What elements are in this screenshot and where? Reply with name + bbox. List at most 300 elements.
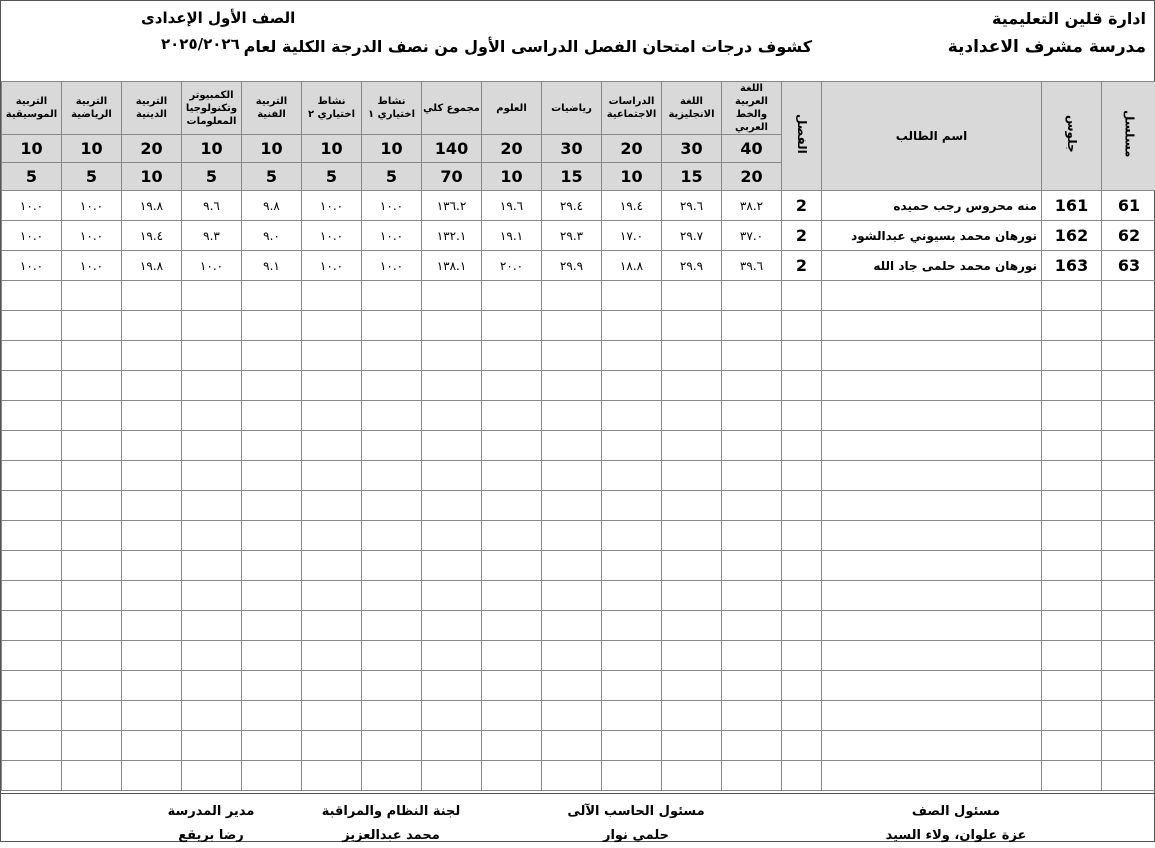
empty-cell	[2, 551, 62, 581]
empty-cell	[242, 611, 302, 641]
empty-cell	[62, 731, 122, 761]
empty-cell	[362, 281, 422, 311]
empty-cell	[242, 311, 302, 341]
empty-cell	[122, 461, 182, 491]
empty-cell	[662, 641, 722, 671]
empty-cell	[242, 761, 302, 791]
empty-cell	[482, 311, 542, 341]
empty-cell	[602, 431, 662, 461]
empty-cell	[662, 701, 722, 731]
empty-cell	[422, 731, 482, 761]
empty-cell	[422, 611, 482, 641]
empty-cell	[482, 461, 542, 491]
empty-cell	[302, 491, 362, 521]
empty-cell	[662, 311, 722, 341]
subject-max-score: 10	[62, 135, 122, 163]
subject-header: التربية الدينية	[122, 82, 182, 135]
empty-cell	[362, 461, 422, 491]
page-title: كشوف درجات امتحان الفصل الدراسى الأول من نصف الدرجة الكلية لعام	[244, 37, 812, 56]
empty-cell	[602, 611, 662, 641]
empty-cell	[782, 641, 822, 671]
empty-cell	[1042, 671, 1102, 701]
empty-row	[2, 671, 1155, 701]
empty-cell	[122, 341, 182, 371]
empty-cell	[182, 461, 242, 491]
empty-cell	[482, 341, 542, 371]
empty-cell	[182, 581, 242, 611]
grade-label: الصف الأول الإعدادى	[141, 9, 295, 27]
empty-cell	[542, 341, 602, 371]
empty-cell	[242, 671, 302, 701]
empty-cell	[662, 761, 722, 791]
empty-cell	[722, 761, 782, 791]
score-cell: ١٠.٠	[2, 221, 62, 251]
empty-cell	[302, 671, 362, 701]
subject-header: اللغة الانجليزية	[662, 82, 722, 135]
score-cell: ٢٠.٠	[482, 251, 542, 281]
score-cell: ١٠.٠	[302, 191, 362, 221]
empty-cell	[362, 671, 422, 701]
empty-cell	[122, 641, 182, 671]
empty-cell	[242, 581, 302, 611]
seat-header-label: جلوس	[1065, 115, 1078, 153]
empty-cell	[362, 611, 422, 641]
empty-cell	[182, 371, 242, 401]
empty-cell	[2, 281, 62, 311]
table-row	[2, 251, 1155, 281]
subject-half-score: 15	[662, 163, 722, 191]
empty-cell	[422, 701, 482, 731]
empty-cell	[662, 671, 722, 701]
empty-cell	[542, 311, 602, 341]
empty-cell	[242, 281, 302, 311]
empty-cell	[1042, 311, 1102, 341]
empty-cell	[62, 281, 122, 311]
empty-cell	[542, 641, 602, 671]
empty-cell	[62, 401, 122, 431]
subject-half-score: 10	[122, 163, 182, 191]
class-cell: 2	[782, 191, 822, 221]
empty-cell	[1102, 491, 1155, 521]
empty-cell	[822, 461, 1042, 491]
subject-header: الكمبيوتر وتكنولوجيا المعلومات	[182, 82, 242, 135]
empty-cell	[602, 641, 662, 671]
subject-max-score: 140	[422, 135, 482, 163]
empty-cell	[822, 431, 1042, 461]
empty-cell	[242, 551, 302, 581]
empty-cell	[662, 431, 722, 461]
serial-cell: 62	[1102, 221, 1155, 251]
empty-cell	[2, 641, 62, 671]
seat-cell: 163	[1042, 251, 1102, 281]
empty-cell	[722, 491, 782, 521]
subject-max-score: 10	[242, 135, 302, 163]
empty-cell	[822, 371, 1042, 401]
empty-cell	[542, 431, 602, 461]
score-cell: ١٠.٠	[2, 251, 62, 281]
empty-row	[2, 371, 1155, 401]
empty-cell	[362, 431, 422, 461]
empty-cell	[122, 671, 182, 701]
empty-row	[2, 281, 1155, 311]
empty-cell	[422, 281, 482, 311]
subject-half-score: 5	[62, 163, 122, 191]
empty-cell	[602, 761, 662, 791]
academic-year: ٢٠٢٥/٢٠٢٦	[161, 35, 240, 53]
empty-cell	[2, 521, 62, 551]
signature-footer	[1, 793, 1155, 844]
empty-cell	[602, 491, 662, 521]
empty-cell	[302, 701, 362, 731]
empty-cell	[302, 461, 362, 491]
empty-cell	[542, 671, 602, 701]
empty-cell	[422, 551, 482, 581]
empty-cell	[782, 341, 822, 371]
empty-cell	[482, 701, 542, 731]
empty-cell	[122, 491, 182, 521]
empty-cell	[302, 761, 362, 791]
empty-cell	[62, 371, 122, 401]
empty-cell	[1042, 401, 1102, 431]
empty-cell	[362, 491, 422, 521]
empty-cell	[722, 431, 782, 461]
empty-cell	[782, 461, 822, 491]
empty-cell	[422, 371, 482, 401]
school-name: مدرسة مشرف الاعدادية	[948, 37, 1146, 57]
empty-cell	[1042, 341, 1102, 371]
subject-header: اللغة العربية والخط العربي	[722, 82, 782, 135]
score-cell: ١٨.٨	[602, 251, 662, 281]
serial-header-label: مسلسل	[1123, 110, 1136, 157]
serial-header	[1102, 82, 1155, 191]
student-name-cell: نورهان محمد حلمى جاد الله	[822, 251, 1042, 281]
empty-cell	[662, 341, 722, 371]
empty-cell	[822, 341, 1042, 371]
score-cell: ١٩.٨	[122, 191, 182, 221]
empty-cell	[722, 641, 782, 671]
empty-cell	[722, 581, 782, 611]
empty-row	[2, 641, 1155, 671]
empty-cell	[722, 461, 782, 491]
empty-cell	[182, 551, 242, 581]
empty-cell	[1042, 281, 1102, 311]
empty-cell	[362, 401, 422, 431]
empty-row	[2, 311, 1155, 341]
empty-cell	[822, 551, 1042, 581]
empty-cell	[242, 341, 302, 371]
empty-cell	[542, 461, 602, 491]
empty-cell	[302, 401, 362, 431]
subject-half-score: 70	[422, 163, 482, 191]
empty-cell	[122, 551, 182, 581]
empty-cell	[822, 701, 1042, 731]
empty-cell	[662, 281, 722, 311]
score-cell: ٢٩.٦	[662, 191, 722, 221]
empty-cell	[542, 401, 602, 431]
empty-cell	[422, 581, 482, 611]
committee-name: محمد عبدالعزيز	[316, 824, 466, 848]
empty-cell	[2, 431, 62, 461]
subject-header: التربية الموسيقية	[2, 82, 62, 135]
empty-cell	[302, 521, 362, 551]
empty-cell	[602, 371, 662, 401]
empty-cell	[62, 581, 122, 611]
score-cell: ١٩.٨	[122, 251, 182, 281]
empty-cell	[722, 551, 782, 581]
empty-cell	[62, 521, 122, 551]
admin-name: ادارة قلين التعليمية	[992, 9, 1146, 28]
empty-cell	[662, 371, 722, 401]
empty-cell	[182, 311, 242, 341]
empty-cell	[242, 491, 302, 521]
empty-cell	[1102, 581, 1155, 611]
subject-max-score: 10	[2, 135, 62, 163]
empty-cell	[782, 521, 822, 551]
empty-cell	[822, 521, 1042, 551]
subject-half-score: 10	[482, 163, 542, 191]
empty-cell	[662, 401, 722, 431]
empty-cell	[422, 461, 482, 491]
seat-header	[1042, 82, 1102, 191]
empty-cell	[482, 551, 542, 581]
empty-cell	[1102, 551, 1155, 581]
empty-cell	[482, 671, 542, 701]
empty-cell	[62, 611, 122, 641]
empty-cell	[62, 761, 122, 791]
empty-cell	[482, 581, 542, 611]
empty-row	[2, 731, 1155, 761]
empty-cell	[722, 311, 782, 341]
empty-cell	[602, 401, 662, 431]
empty-row	[2, 701, 1155, 731]
empty-cell	[422, 431, 482, 461]
empty-cell	[822, 611, 1042, 641]
empty-cell	[422, 641, 482, 671]
score-cell: ١٠.٠	[62, 251, 122, 281]
empty-cell	[1102, 761, 1155, 791]
empty-cell	[122, 611, 182, 641]
empty-row	[2, 581, 1155, 611]
empty-cell	[602, 581, 662, 611]
subject-header: العلوم	[482, 82, 542, 135]
empty-cell	[482, 521, 542, 551]
empty-cell	[362, 521, 422, 551]
score-cell: ١٠.٠	[302, 251, 362, 281]
subject-max-score: 10	[182, 135, 242, 163]
class-officer-names: عزة علوان، ولاء السيد	[881, 824, 1031, 848]
empty-cell	[1042, 431, 1102, 461]
empty-cell	[782, 671, 822, 701]
subject-header: الدراسات الاجتماعية	[602, 82, 662, 135]
score-cell: ٢٩.٧	[662, 221, 722, 251]
empty-cell	[2, 731, 62, 761]
subject-half-score: 5	[242, 163, 302, 191]
empty-cell	[722, 401, 782, 431]
header-row-subjects	[2, 82, 1155, 135]
empty-cell	[2, 341, 62, 371]
empty-row	[2, 461, 1155, 491]
empty-cell	[482, 611, 542, 641]
score-cell: ٣٨.٢	[722, 191, 782, 221]
class-cell: 2	[782, 221, 822, 251]
empty-cell	[242, 641, 302, 671]
student-name-header: اسم الطالب	[822, 82, 1042, 191]
score-cell: ٢٩.٩	[662, 251, 722, 281]
empty-cell	[482, 431, 542, 461]
empty-cell	[602, 521, 662, 551]
empty-cell	[62, 341, 122, 371]
empty-cell	[362, 641, 422, 671]
subject-header: مجموع كلي	[422, 82, 482, 135]
subject-half-score: 5	[2, 163, 62, 191]
empty-cell	[722, 521, 782, 551]
empty-cell	[2, 761, 62, 791]
empty-cell	[1102, 431, 1155, 461]
empty-cell	[1042, 731, 1102, 761]
subject-half-score: 5	[182, 163, 242, 191]
seat-cell: 162	[1042, 221, 1102, 251]
empty-cell	[182, 671, 242, 701]
empty-cell	[302, 551, 362, 581]
empty-cell	[1102, 671, 1155, 701]
subject-max-score: 10	[302, 135, 362, 163]
empty-cell	[1042, 641, 1102, 671]
empty-cell	[722, 341, 782, 371]
empty-row	[2, 611, 1155, 641]
empty-cell	[822, 281, 1042, 311]
score-cell: ٩.٣	[182, 221, 242, 251]
score-cell: ١٩.٤	[602, 191, 662, 221]
empty-cell	[1102, 341, 1155, 371]
empty-cell	[62, 701, 122, 731]
empty-cell	[122, 281, 182, 311]
empty-cell	[2, 311, 62, 341]
empty-cell	[722, 371, 782, 401]
empty-cell	[822, 581, 1042, 611]
empty-cell	[302, 431, 362, 461]
empty-cell	[1042, 491, 1102, 521]
empty-cell	[362, 371, 422, 401]
empty-cell	[782, 611, 822, 641]
score-cell: ٩.٦	[182, 191, 242, 221]
empty-cell	[822, 761, 1042, 791]
score-cell: ١٠.٠	[182, 251, 242, 281]
empty-cell	[782, 551, 822, 581]
empty-cell	[302, 581, 362, 611]
score-cell: ١٣٦.٢	[422, 191, 482, 221]
subject-header: نشاط اختياري ١	[362, 82, 422, 135]
empty-row	[2, 341, 1155, 371]
empty-cell	[822, 491, 1042, 521]
empty-cell	[2, 611, 62, 641]
empty-cell	[182, 701, 242, 731]
computer-officer-name: حلمي نوار	[561, 824, 711, 848]
empty-cell	[1102, 281, 1155, 311]
class-officer-title: مسئول الصف	[881, 800, 1031, 824]
subject-header: نشاط اختياري ٢	[302, 82, 362, 135]
score-cell: ١٠.٠	[62, 191, 122, 221]
empty-cell	[822, 731, 1042, 761]
class-cell: 2	[782, 251, 822, 281]
empty-cell	[362, 341, 422, 371]
empty-row	[2, 431, 1155, 461]
empty-cell	[782, 491, 822, 521]
empty-cell	[302, 341, 362, 371]
empty-cell	[822, 641, 1042, 671]
empty-cell	[482, 491, 542, 521]
empty-cell	[242, 521, 302, 551]
computer-officer-title: مسئول الحاسب الآلى	[561, 800, 711, 824]
subject-header: التربية الرياضية	[62, 82, 122, 135]
score-cell: ١٧.٠	[602, 221, 662, 251]
score-cell: ١٣٢.١	[422, 221, 482, 251]
empty-cell	[182, 431, 242, 461]
empty-cell	[182, 341, 242, 371]
empty-cell	[1102, 401, 1155, 431]
empty-cell	[722, 731, 782, 761]
seat-cell: 161	[1042, 191, 1102, 221]
score-cell: ٣٧.٠	[722, 221, 782, 251]
score-cell: ١٩.٦	[482, 191, 542, 221]
empty-cell	[782, 581, 822, 611]
empty-cell	[62, 311, 122, 341]
class-officer-signature	[881, 800, 1031, 848]
empty-cell	[1102, 641, 1155, 671]
empty-cell	[662, 581, 722, 611]
empty-cell	[782, 281, 822, 311]
class-header-label: الفصل	[795, 114, 808, 154]
empty-cell	[422, 341, 482, 371]
score-cell: ٩.٠	[242, 221, 302, 251]
empty-cell	[542, 761, 602, 791]
empty-cell	[62, 551, 122, 581]
empty-cell	[602, 671, 662, 701]
score-cell: ١٠.٠	[362, 251, 422, 281]
empty-cell	[62, 431, 122, 461]
empty-cell	[602, 731, 662, 761]
subject-half-score: 20	[722, 163, 782, 191]
empty-cell	[2, 371, 62, 401]
empty-cell	[302, 311, 362, 341]
empty-cell	[1042, 611, 1102, 641]
empty-cell	[2, 491, 62, 521]
score-cell: ٩.٨	[242, 191, 302, 221]
empty-cell	[2, 461, 62, 491]
empty-cell	[62, 671, 122, 701]
empty-cell	[662, 461, 722, 491]
committee-signature	[316, 800, 466, 848]
empty-cell	[362, 551, 422, 581]
empty-cell	[662, 731, 722, 761]
empty-cell	[602, 341, 662, 371]
subject-half-score: 10	[602, 163, 662, 191]
score-cell: ٢٩.٤	[542, 191, 602, 221]
score-cell: ٢٩.٩	[542, 251, 602, 281]
empty-cell	[482, 371, 542, 401]
empty-cell	[302, 731, 362, 761]
empty-cell	[602, 701, 662, 731]
empty-cell	[482, 641, 542, 671]
empty-cell	[782, 731, 822, 761]
empty-cell	[122, 761, 182, 791]
empty-cell	[542, 611, 602, 641]
empty-cell	[362, 311, 422, 341]
empty-cell	[542, 731, 602, 761]
empty-cell	[662, 521, 722, 551]
empty-row	[2, 491, 1155, 521]
empty-cell	[1102, 311, 1155, 341]
empty-cell	[482, 401, 542, 431]
